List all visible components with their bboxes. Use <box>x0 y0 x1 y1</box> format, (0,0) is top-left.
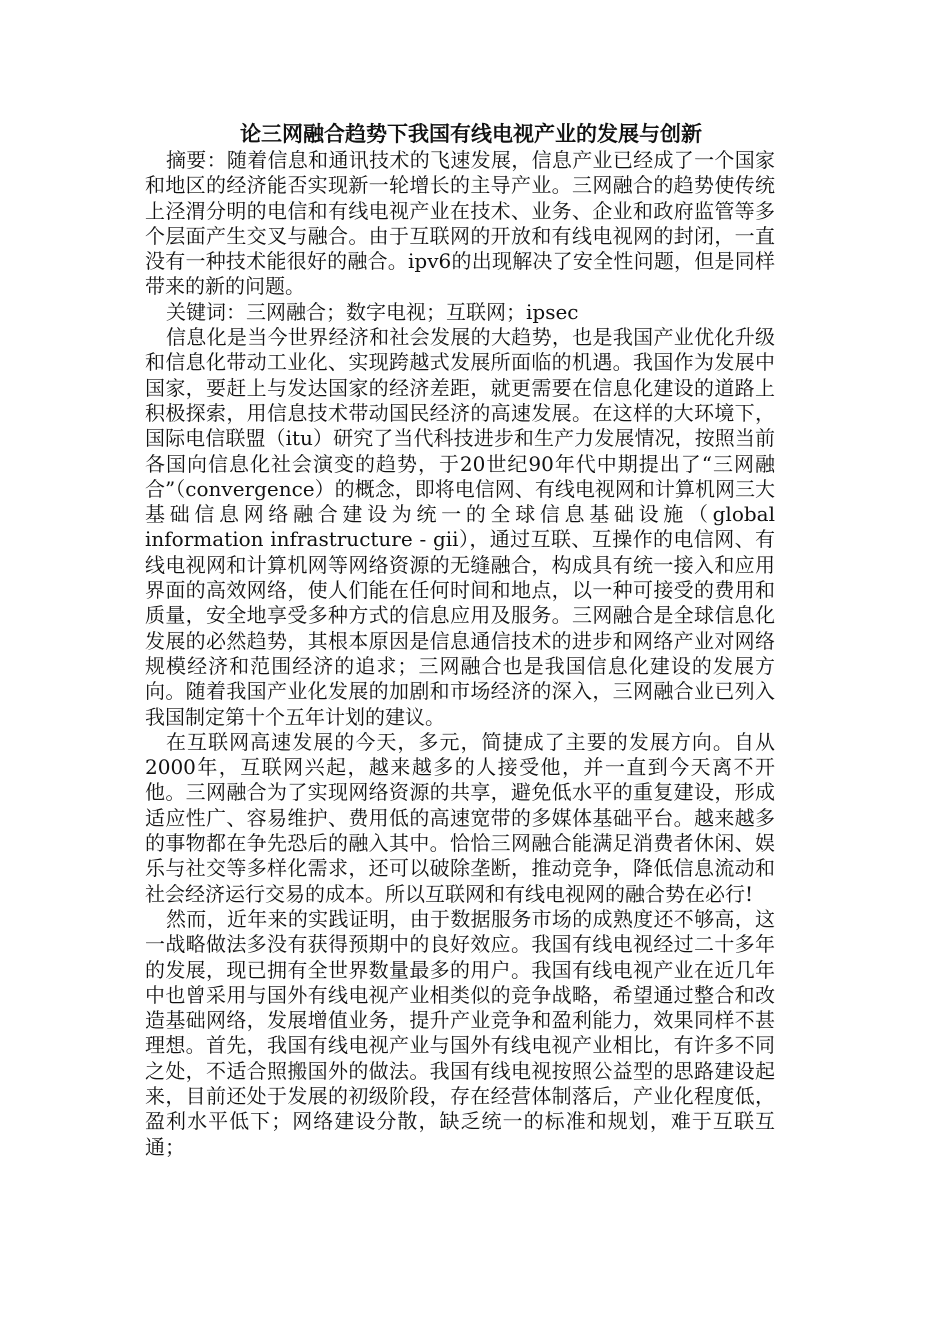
document-title: 论三网融合趋势下我国有线电视产业的发展与创新 <box>240 121 702 146</box>
keywords-line: 关键词：三网融合；数字电视；互联网；ipsec <box>166 299 579 324</box>
document-page <box>145 120 775 1160</box>
abstract-paragraph: 摘要：随着信息和通讯技术的飞速发展，信息产业已经成了一个国家和地区的经济能否实现新一轮增长的主导产业。三网融合的趋势使传统上泾渭分明的电信和有线电视产业在技术、业务、企业和政府监管等多个层面产生交叉与融合。由于互联网的开放和有线电视网的封闭，一直没有一种技术能很好的融合。ipv6的出现解决了安全性问题，但是同样带来的新的问题。 <box>145 148 775 299</box>
body-paragraph-2: 在互联网高速发展的今天，多元，简捷成了主要的发展方向。自从2000年，互联网兴起，越来越多的人接受他，并一直到今天离不开他。三网融合为了实现网络资源的共享，避免低水平的重复建设，形成适应性广、容易维护、费用低的高速宽带的多媒体基础平台。越来越多的事物都在争先恐后的融入其中。恰恰三网融合能满足消费者休闲、娱乐与社交等多样化需求，还可以破除垄断，推动竞争，降低信息流动和社会经济运行交易的成本。所以互联网和有线电视网的融合势在必行! <box>145 729 775 906</box>
body-paragraph-1: 信息化是当今世界经济和社会发展的大趋势，也是我国产业优化升级和信息化带动工业化、实现跨越式发展所面临的机遇。我国作为发展中国家，要赶上与发达国家的经济差距，就更需要在信息化建设的道路上积极探索，用信息技术带动国民经济的高速发展。在这样的大环境下，国际电信联盟（itu）研究了当代科技进步和生产力发展情况，按照当前各国向信息化社会演变的趋势，于20世纪90年代中期提出了“三网融合”（convergence）的概念，即将电信网、有线电视网和计算机网三大基础信息网络融合建设为统一的全球信息基础设施（global information infrastructure - gii），通过互联、互操作的电信网、有线电视网和计算机网等网络资源的无缝融合，构成具有统一接入和应用界面的高效网络，使人们能在任何时间和地点，以一种可接受的费用和质量，安全地享受多种方式的信息应用及服务。三网融合是全球信息化发展的必然趋势，其根本原因是信息通信技术的进步和网络产业对网络规模经济和范围经济的追求；三网融合也是我国信息化建设的发展方向。随着我国产业化发展的加剧和市场经济的深入，三网融合业已列入我国制定第十个五年计划的建议。 <box>145 325 775 729</box>
body-paragraph-3: 然而，近年来的实践证明，由于数据服务市场的成熟度还不够高，这一战略做法多没有获得预期中的良好效应。我国有线电视经过二十多年的发展，现已拥有全世界数量最多的用户。我国有线电视产业在近几年中也曾采用与国外有线电视产业相类似的竞争战略，希望通过整合和改造基础网络，发展增值业务，提升产业竞争和盈利能力，效果同样不甚理想。首先，我国有线电视产业与国外有线电视产业相比，有许多不同之处，不适合照搬国外的做法。我国有线电视按照公益型的思路建设起来，目前还处于发展的初级阶段，存在经营体制落后，产业化程度低，盈利水平低下；网络建设分散，缺乏统一的标准和规划，难于互联互通； <box>145 906 775 1159</box>
